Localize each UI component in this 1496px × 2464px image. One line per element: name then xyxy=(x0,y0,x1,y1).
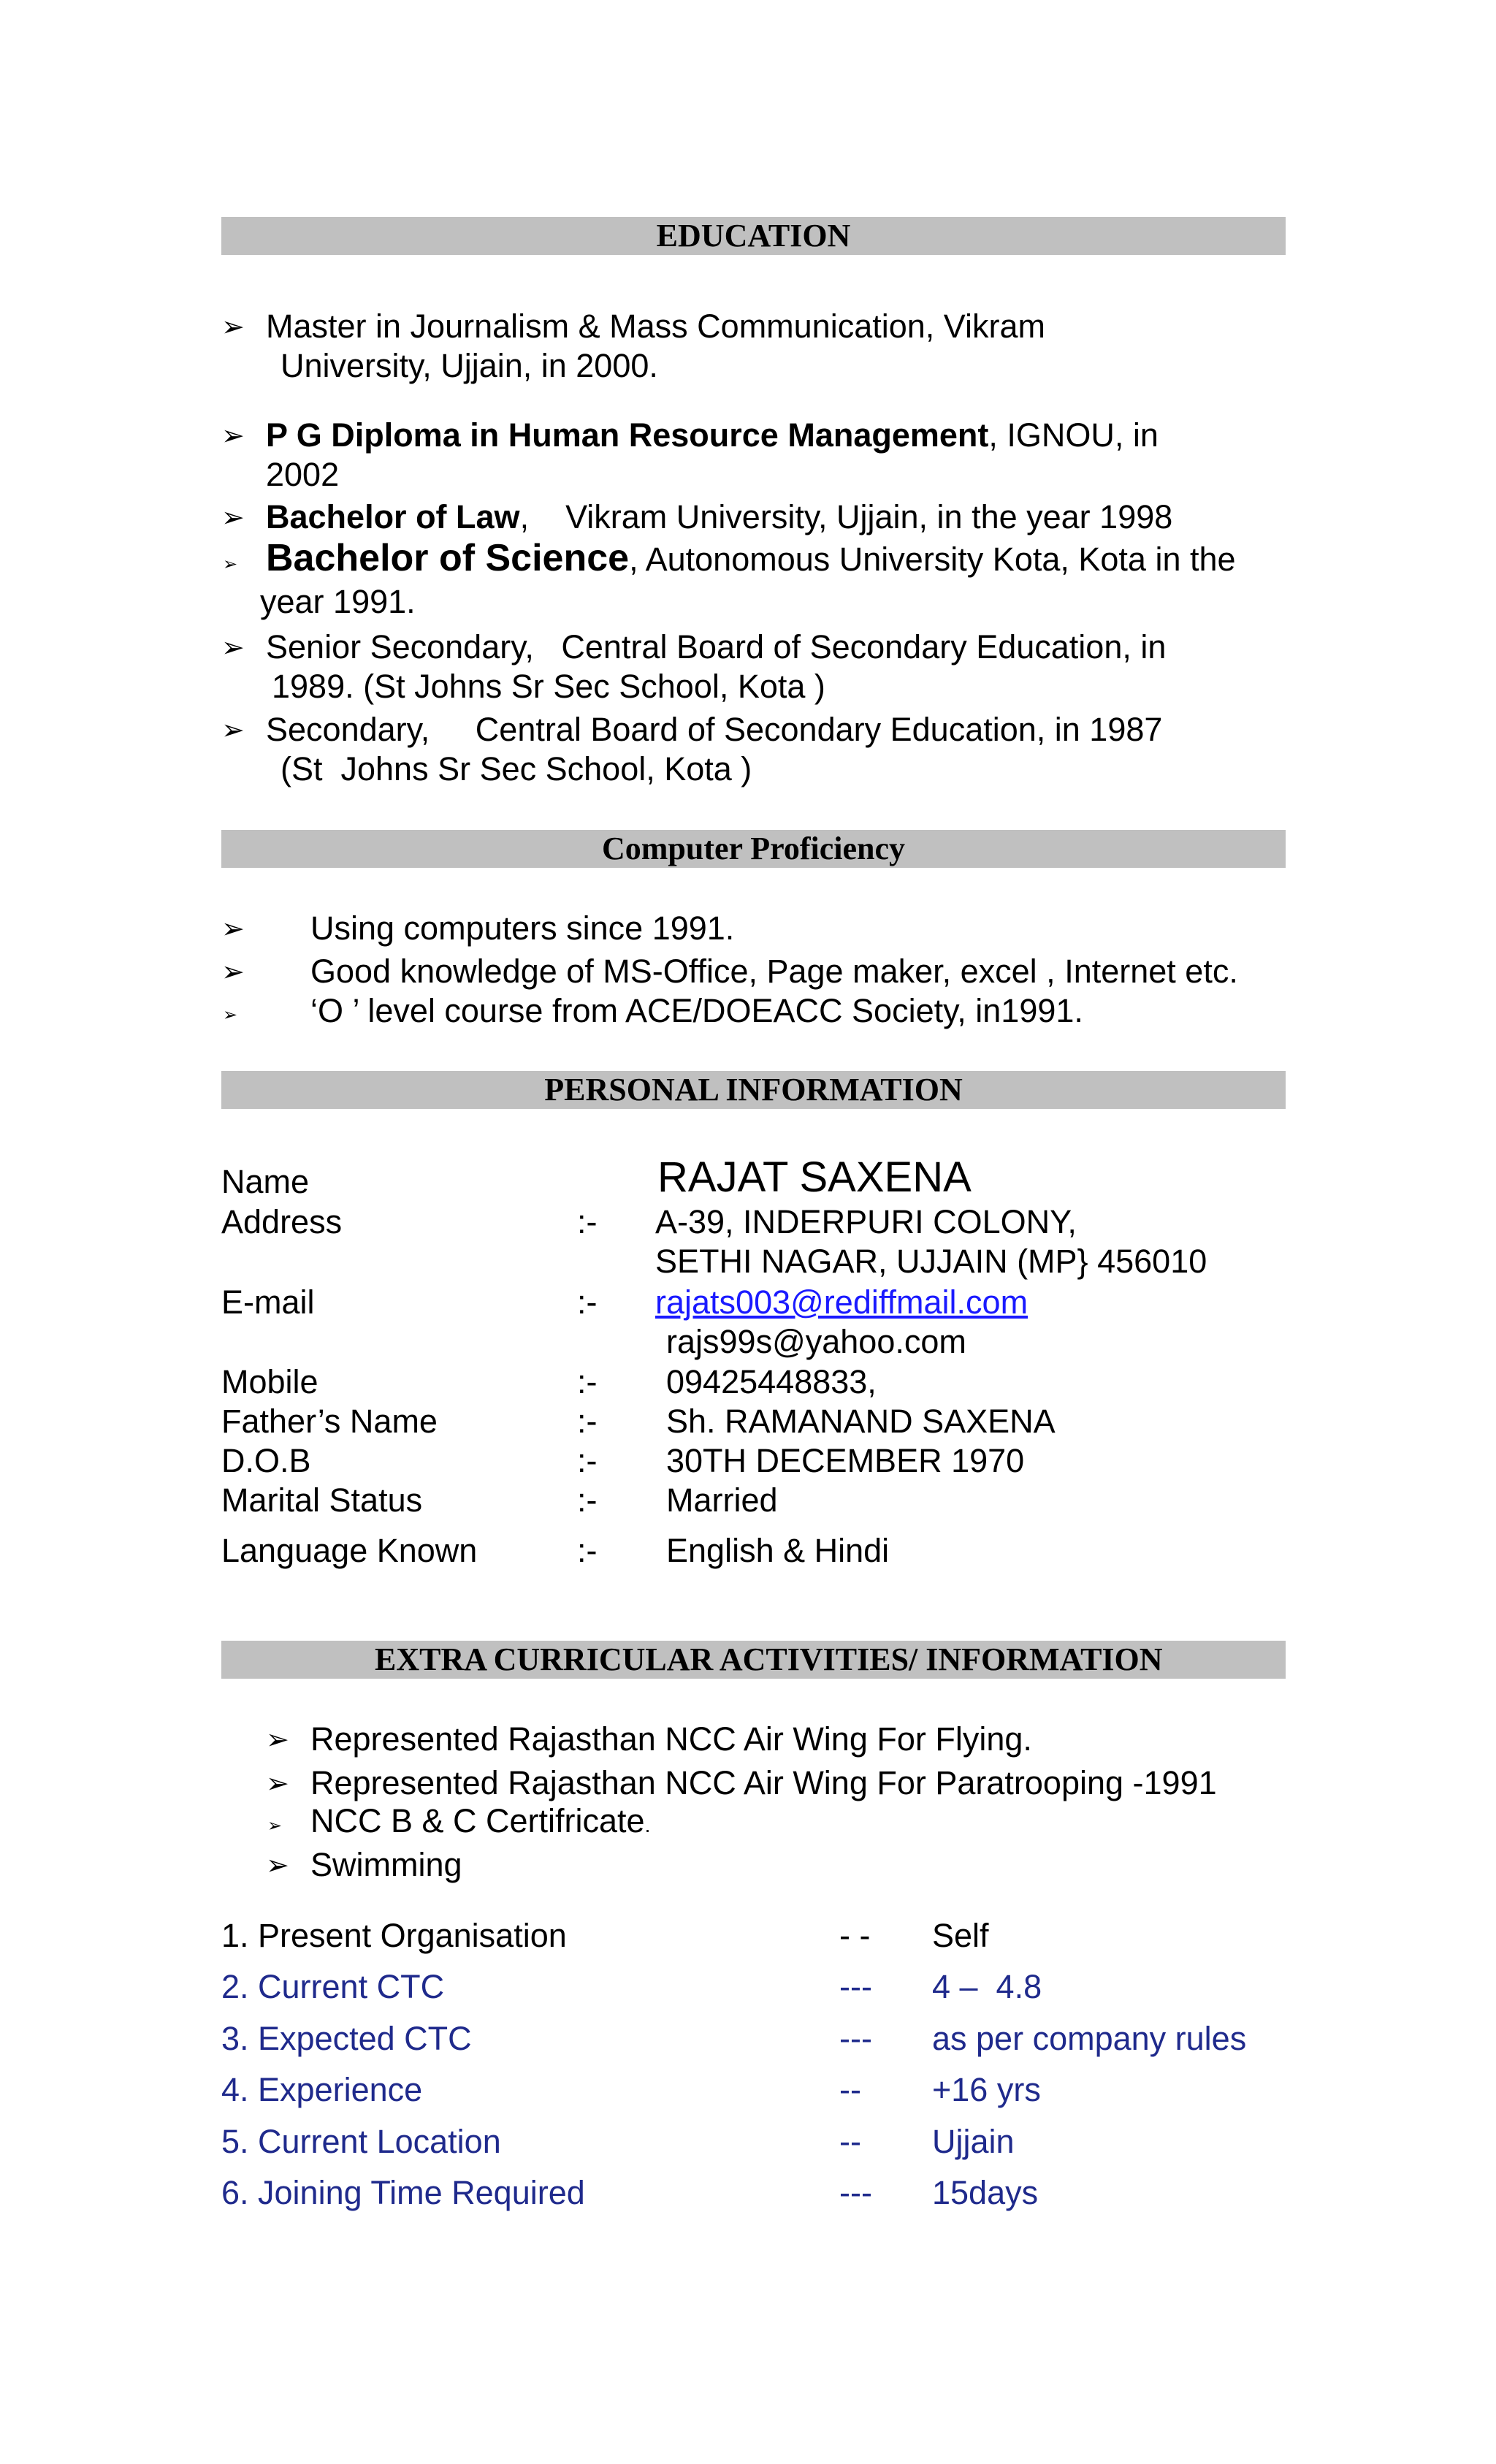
extra-curricular-header: EXTRA CURRICULAR ACTIVITIES/ INFORMATION xyxy=(221,1641,1286,1679)
arrowhead-bullet-icon: ➢ xyxy=(223,554,238,574)
summary-row-2-separator: --- xyxy=(839,1968,872,2005)
arrowhead-bullet-icon: ➢ xyxy=(221,501,245,533)
address-line2: SETHI NAGAR, UJJAIN (MP} 456010 xyxy=(655,1243,1207,1280)
education-item-2-degree: P G Diploma in Human Resource Management xyxy=(266,416,989,454)
arrowhead-bullet-icon: ➢ xyxy=(267,1815,283,1836)
personal-information-header: PERSONAL INFORMATION xyxy=(221,1071,1286,1109)
mobile-separator: :- xyxy=(577,1363,598,1400)
dob-separator: :- xyxy=(577,1442,598,1479)
arrowhead-bullet-icon: ➢ xyxy=(266,1723,289,1755)
language-value: English & Hindi xyxy=(666,1532,890,1569)
arrowhead-bullet-icon: ➢ xyxy=(221,631,245,663)
father-name-label: Father’s Name xyxy=(221,1403,438,1440)
education-item-2-rest: , IGNOU, in xyxy=(988,416,1159,454)
marital-status-separator: :- xyxy=(577,1481,598,1519)
father-name-separator: :- xyxy=(577,1403,598,1440)
education-item-4-line2: year 1991. xyxy=(260,583,416,620)
education-item-2 xyxy=(266,416,1159,455)
arrowhead-bullet-icon: ➢ xyxy=(266,1849,289,1881)
marital-status-value: Married xyxy=(666,1481,778,1519)
summary-row-5-label: 5. Current Location xyxy=(221,2123,501,2160)
education-item-3 xyxy=(266,497,1172,537)
extra-item-2: Represented Rajasthan NCC Air Wing For Paratrooping -1991 xyxy=(310,1764,1217,1801)
computer-proficiency-header: Computer Proficiency xyxy=(221,830,1286,868)
summary-row-5-separator: -- xyxy=(839,2123,861,2160)
education-item-1-line2: University, Ujjain, in 2000. xyxy=(280,347,658,384)
education-item-4-rest: , Autonomous University Kota, Kota in the xyxy=(629,541,1236,578)
mobile-value: 09425448833, xyxy=(666,1363,877,1400)
education-item-3-degree: Bachelor of Law xyxy=(266,498,520,535)
summary-row-3-label: 3. Expected CTC xyxy=(221,2020,472,2057)
mobile-label: Mobile xyxy=(221,1363,318,1400)
arrowhead-bullet-icon: ➢ xyxy=(223,1004,238,1025)
summary-row-1-separator: - - xyxy=(839,1917,871,1954)
arrowhead-bullet-icon: ➢ xyxy=(266,1767,289,1799)
email-separator: :- xyxy=(577,1284,598,1321)
summary-row-4-value: +16 yrs xyxy=(932,2071,1041,2108)
computer-item-1: Using computers since 1991. xyxy=(310,909,735,947)
email-secondary: rajs99s@yahoo.com xyxy=(666,1323,966,1360)
education-item-2-line2: 2002 xyxy=(266,456,340,493)
summary-row-4-separator: -- xyxy=(839,2071,861,2108)
education-item-6-line1: Secondary, Central Board of Secondary Education, in 1987 xyxy=(266,711,1163,748)
arrowhead-bullet-icon: ➢ xyxy=(221,912,245,945)
email-label: E-mail xyxy=(221,1284,315,1321)
education-item-5-line2: 1989. (St Johns Sr Sec School, Kota ) xyxy=(272,668,825,705)
name-value: RAJAT SAXENA xyxy=(657,1153,972,1201)
summary-row-3-separator: --- xyxy=(839,2020,872,2057)
arrowhead-bullet-icon: ➢ xyxy=(221,956,245,988)
summary-row-6-value: 15days xyxy=(932,2174,1039,2211)
summary-row-3-value: as per company rules xyxy=(932,2020,1247,2057)
summary-row-2-label: 2. Current CTC xyxy=(221,1968,445,2005)
education-item-4-degree: Bachelor of Science xyxy=(266,537,630,579)
extra-item-3-text: NCC B & C Certifricate xyxy=(310,1802,645,1839)
address-line1: A-39, INDERPURI COLONY, xyxy=(655,1203,1077,1240)
summary-row-1-value: Self xyxy=(932,1917,989,1954)
dob-label: D.O.B xyxy=(221,1442,311,1479)
summary-row-1-label: 1. Present Organisation xyxy=(221,1917,567,1954)
arrowhead-bullet-icon: ➢ xyxy=(221,419,245,451)
arrowhead-bullet-icon: ➢ xyxy=(221,310,245,343)
dob-value: 30TH DECEMBER 1970 xyxy=(666,1442,1025,1479)
summary-row-4-label: 4. Experience xyxy=(221,2071,423,2108)
extra-item-1: Represented Rajasthan NCC Air Wing For Flying. xyxy=(310,1720,1032,1758)
education-item-6-line2: (St Johns Sr Sec School, Kota ) xyxy=(280,750,752,787)
extra-item-4: Swimming xyxy=(310,1846,462,1883)
computer-item-3: ‘O ’ level course from ACE/DOEACC Society, in1991. xyxy=(310,992,1083,1029)
education-item-3-rest: , Vikram University, Ujjain, in the year 1998 xyxy=(519,498,1173,535)
education-item-5-line1: Senior Secondary, Central Board of Secondary Education, in xyxy=(266,628,1167,665)
education-item-1-line1: Master in Journalism & Mass Communication, Vikram xyxy=(266,308,1045,345)
address-separator: :- xyxy=(577,1203,598,1240)
language-label: Language Known xyxy=(221,1532,478,1569)
summary-row-2-value: 4 – 4.8 xyxy=(932,1968,1042,2005)
marital-status-label: Marital Status xyxy=(221,1481,423,1519)
education-item-4 xyxy=(266,538,1236,579)
education-header: EDUCATION xyxy=(221,217,1286,255)
extra-item-3: NCC B & C Certifricate. xyxy=(310,1802,651,1839)
summary-row-6-label: 6. Joining Time Required xyxy=(221,2174,585,2211)
computer-item-2: Good knowledge of MS-Office, Page maker, excel , Internet etc. xyxy=(310,953,1238,990)
summary-row-6-separator: --- xyxy=(839,2174,872,2211)
summary-row-5-value: Ujjain xyxy=(932,2123,1015,2160)
email-link-primary[interactable]: rajats003@rediffmail.com xyxy=(655,1284,1028,1321)
language-separator: :- xyxy=(577,1532,598,1569)
address-label: Address xyxy=(221,1203,343,1240)
name-label: Name xyxy=(221,1163,310,1200)
father-name-value: Sh. RAMANAND SAXENA xyxy=(666,1403,1056,1440)
arrowhead-bullet-icon: ➢ xyxy=(221,714,245,746)
